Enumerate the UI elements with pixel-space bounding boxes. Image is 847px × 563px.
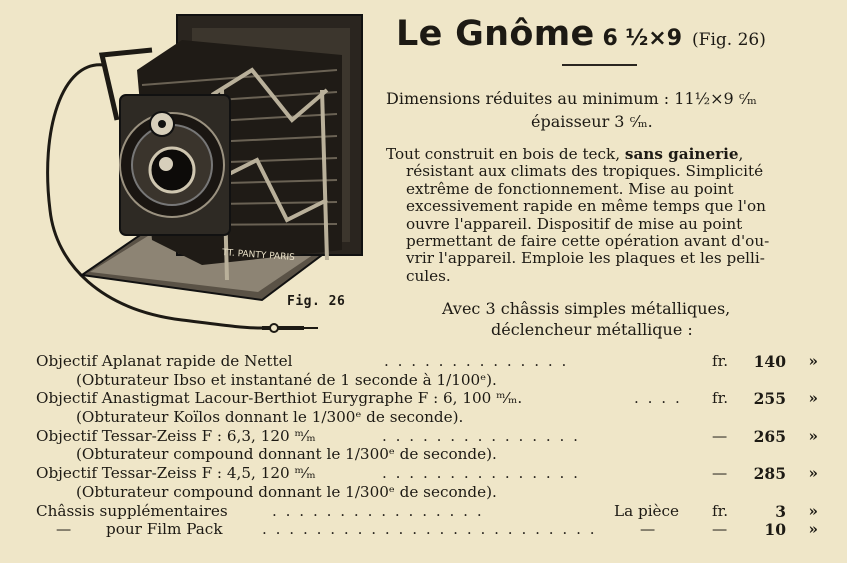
item-currency: — bbox=[712, 464, 728, 483]
description-emphasis: sans gainerie bbox=[624, 145, 739, 163]
dimensions-line: Dimensions réduites au minimum : 11½×9 ᶜ⁄ₘ bbox=[386, 89, 757, 108]
ditto-dash: — bbox=[56, 520, 72, 539]
item-currency: — bbox=[712, 426, 728, 445]
item-qualifier: La pièce bbox=[614, 501, 680, 520]
item-price: 285 bbox=[753, 464, 786, 484]
item-price: 255 bbox=[753, 389, 786, 409]
title-block bbox=[396, 14, 766, 54]
leader-dots: . . . . . . . . . . . . . . . bbox=[382, 426, 581, 445]
figure-caption: Fig. 26 bbox=[287, 294, 346, 309]
item-qualifier: — bbox=[640, 520, 656, 539]
price-note-row bbox=[36, 483, 826, 502]
title-figure-ref: (Fig. 26) bbox=[692, 30, 766, 50]
accessories-line: déclencheur métallique : bbox=[491, 320, 693, 339]
item-label: Objectif Aplanat rapide de Nettel bbox=[36, 352, 293, 370]
item-label: pour Film Pack bbox=[106, 520, 223, 539]
leader-dots: . . . . . . . . . . . . . . . . . . . . . . . . . bbox=[262, 520, 597, 539]
price-row bbox=[36, 352, 826, 371]
item-currency: — bbox=[712, 520, 728, 539]
item-label: Objectif Tessar-Zeiss F : 6,3, 120 ᵐ⁄ₘ bbox=[36, 426, 316, 445]
ditto-mark: » bbox=[808, 389, 818, 408]
ditto-mark: » bbox=[808, 426, 818, 445]
price-row bbox=[36, 520, 826, 539]
leader-dots: . . . . . . . . . . . . . . bbox=[384, 352, 569, 370]
item-label: Châssis supplémentaires bbox=[36, 501, 228, 520]
item-note: (Obturateur compound donnant le 1/300ᵉ de seconde). bbox=[76, 445, 497, 464]
description-paragraph bbox=[386, 146, 816, 285]
item-currency: fr. bbox=[712, 389, 729, 408]
price-list bbox=[36, 352, 826, 539]
description-text: , bbox=[738, 145, 744, 163]
item-price: 140 bbox=[753, 352, 786, 371]
price-row bbox=[36, 502, 826, 521]
price-note-row bbox=[36, 445, 826, 464]
description-line: cules. bbox=[406, 266, 451, 285]
item-note: (Obturateur compound donnant le 1/300ᵉ de seconde). bbox=[76, 482, 497, 501]
leader-dots: . . . . . . . . . . . . . . . . bbox=[272, 501, 484, 520]
lens-icon bbox=[150, 148, 194, 192]
description-line: vrir l'appareil. Emploie les plaques et les pelli- bbox=[406, 249, 765, 268]
ditto-mark: » bbox=[808, 520, 818, 539]
price-note-row bbox=[36, 371, 826, 390]
item-price: 265 bbox=[753, 426, 786, 446]
item-label: Objectif Tessar-Zeiss F : 4,5, 120 ᵐ⁄ₘ bbox=[36, 464, 316, 483]
description-line: résistant aux climats des tropiques. Simplicité bbox=[406, 162, 764, 181]
leader-dots: . . . . . . . . . . . . . . . bbox=[382, 464, 581, 483]
item-note: (Obturateur Koïlos donnant le 1/300ᵉ de seconde). bbox=[76, 408, 464, 427]
item-label: Objectif Anastigmat Lacour-Berthiot Eurygraphe F : 6, 100 ᵐ⁄ₘ. bbox=[36, 389, 523, 408]
price-row bbox=[36, 464, 826, 483]
page-title: Le Gnôme bbox=[396, 14, 595, 54]
description-line: ouvre l'appareil. Dispositif de mise au point bbox=[406, 214, 743, 233]
price-row bbox=[36, 427, 826, 446]
item-currency: fr. bbox=[712, 352, 729, 370]
description-line: excessivement rapide en même temps que l'on bbox=[406, 197, 766, 216]
ditto-mark: » bbox=[808, 501, 818, 520]
item-price: 10 bbox=[764, 520, 786, 540]
item-currency: fr. bbox=[712, 501, 729, 520]
title-divider bbox=[562, 64, 637, 66]
price-note-row bbox=[36, 408, 826, 427]
description-line: extrême de fonctionnement. Mise au point bbox=[406, 179, 734, 198]
ditto-mark: » bbox=[808, 352, 818, 370]
thickness-line: épaisseur 3 ᶜ⁄ₘ. bbox=[531, 112, 653, 131]
description-text: Tout construit en bois de teck, bbox=[386, 145, 625, 163]
description-line: permettant de faire cette opération avant d'ou- bbox=[406, 232, 770, 251]
camera-illustration bbox=[42, 10, 372, 340]
leader-dots: . . . . bbox=[634, 389, 682, 408]
item-note: (Obturateur Ibso et instantané de 1 seconde à 1/100ᵉ). bbox=[76, 370, 497, 389]
title-format: 6 ½×9 bbox=[602, 26, 683, 51]
price-row bbox=[36, 389, 826, 408]
maker-mark: TT. PANTY PARIS bbox=[221, 248, 296, 264]
item-price: 3 bbox=[775, 501, 786, 521]
ditto-mark: » bbox=[808, 464, 818, 483]
accessories-line: Avec 3 châssis simples métalliques, bbox=[442, 299, 731, 318]
